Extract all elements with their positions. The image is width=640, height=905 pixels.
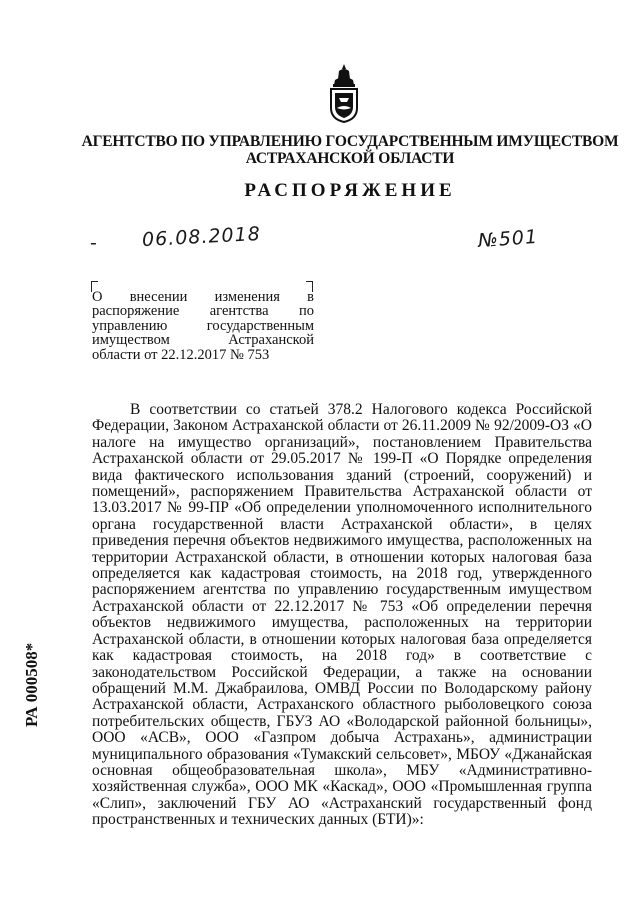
subject-line: области от 22.12.2017 № 753 [92,346,270,363]
subject-line: управлению государственным [92,317,314,334]
subject-line: имуществом Астраханской [92,332,314,349]
body-paragraph: В соответствии со статьей 378.2 Налогового кодекса Российской Федерации, Законом Астраханской области от 26.11.2009 № 92/2009-ОЗ «О налоге на имущество организаций», постановлением Правительства Астраханской области от 29.05.2017 № 199-П «О Порядке определения вида фактического использования зданий (строений, сооружений) и помещений», распоряжением Правительства Астраханской области от 13.03.2017 № 99-ПР «Об определении уполномоченного исполнительного органа государственной власти Астраханской области», в целях приведения перечня объектов недвижимого имущества, расположенных на территории Астраханской области, в отношении которых налоговая база определяется как кадастровая стоимость, на 2018 год, утвержденного распоряжением агентства по управлению государственным имуществом Астраханской области от 22.12.2017 № 753 «Об определении перечня объектов недвижимого имущества, расположенных на территории Астраханской области, в отношении которых налоговая база определяется как кадастровая стоимость, на 2018 год» в соответствие с законодательством Российской Федерации, а также на основании обращений М.М. Джабраилова, ОМВД России по Володарскому району Астраханской области, Астраханского областного рыболовецкого союза потребительских обществ, ГБУЗ АО «Володарской районной больницы», ООО «АСВ», ООО «Газпром добыча Астрахань», администрации муниципального образования «Тумакский сельсовет», МБОУ «Джанайская основная общеобразовательная школа», МБУ «Административно-хозяйственная служба», ООО МК «Каскад», ООО «Промышленная группа «Слип», заключений ГБУ АО «Астраханский государственный фонд пространственных и технических данных (БТИ)»: [92,401,592,829]
agency-name-line-2: АСТРАХАНСКОЙ ОБЛАСТИ [245,150,455,167]
serial-stamp: РА 000508* [22,642,41,727]
astrakhan-coat-of-arms-icon [327,62,361,124]
agency-name-line-1: АГЕНТСТВО ПО УПРАВЛЕНИЮ ГОСУДАРСТВЕННЫМ ИМУЩЕСТВОМ [81,133,619,150]
document-date: 06.08.2018 [141,222,262,252]
document-type-title: РАСПОРЯЖЕНИЕ [244,180,456,201]
subject-line: распоряжение агентства по [92,303,314,320]
document-number: №501 [477,225,539,253]
date-dash: - [90,232,98,254]
agency-name [60,133,640,167]
document-subject [92,290,314,362]
subject-line: О внесении изменения в [92,289,314,305]
